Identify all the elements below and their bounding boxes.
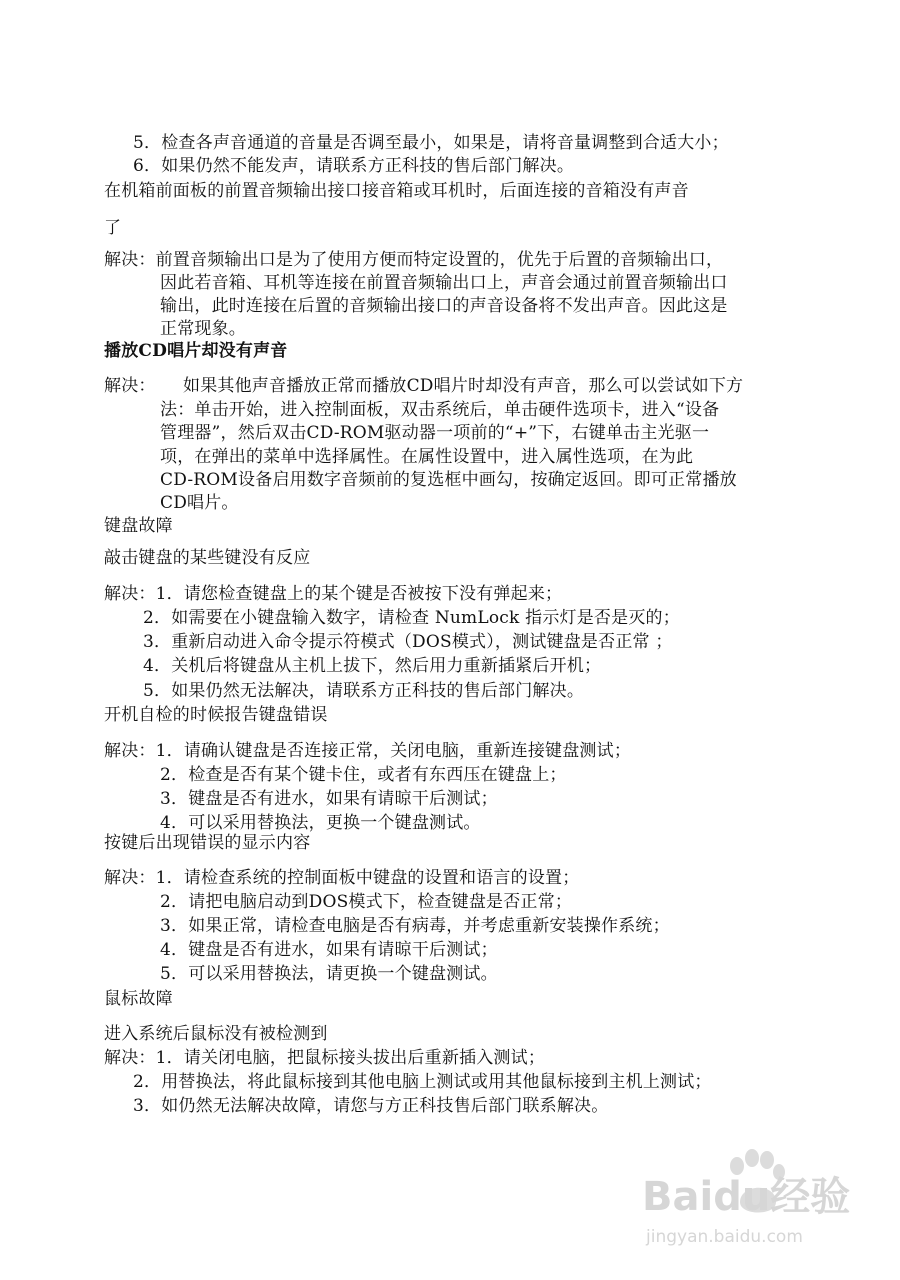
list-item: 解决：1．请您检查键盘上的某个键是否被按下没有弹起来； — [104, 584, 563, 604]
list-item: 解决：1．请检查系统的控制面板中键盘的设置和语言的设置； — [104, 868, 580, 888]
solution-paragraph: CD唱片。 — [160, 493, 239, 513]
section-heading: 开机自检的时候报告键盘错误 — [104, 705, 328, 725]
baidu-jingyan-watermark — [636, 1146, 876, 1256]
list-item: 2．如需要在小键盘输入数字，请检查 NumLock 指示灯是否是灭的； — [143, 608, 680, 628]
list-item: 5．检查各声音通道的音量是否调至最小，如果是，请将音量调整到合适大小； — [133, 133, 729, 153]
watermark-url: jingyan.baidu.com — [646, 1227, 803, 1247]
list-item: 5．如果仍然无法解决，请联系方正科技的售后部门解决。 — [143, 681, 585, 701]
list-item: 4．关机后将键盘从主机上拔下，然后用力重新插紧后开机； — [143, 656, 602, 676]
solution-paragraph: 法：单击开始，进入控制面板，双击系统后，单击硬件选项卡，进入“设备 — [160, 400, 720, 420]
list-item: 3．重新启动进入命令提示符模式（DOS模式），测试键盘是否正常 ； — [143, 632, 673, 652]
list-item: 解决：1．请关闭电脑，把鼠标接头拔出后重新插入测试； — [104, 1048, 546, 1068]
solution-paragraph: 管理器”，然后双击CD-ROM驱动器一项前的“+”下，右键单击主光驱一 — [160, 423, 710, 443]
list-item: 6．如果仍然不能发声，请联系方正科技的售后部门解决。 — [133, 156, 575, 176]
solution-paragraph: 解决：前置音频输出口是为了使用方便而特定设置的，优先于后置的音频输出口， — [104, 250, 724, 270]
section-heading: 鼠标故障 — [104, 989, 173, 1009]
section-heading: 键盘故障 — [104, 516, 173, 536]
list-item: 2．请把电脑启动到DOS模式下，检查键盘是否正常； — [160, 892, 573, 912]
solution-paragraph: 正常现象。 — [160, 319, 246, 339]
solution-paragraph: 项，在弹出的菜单中选择属性。在属性设置中，进入属性选项，在为此 — [160, 447, 694, 467]
list-item: 5．可以采用替换法，请更换一个键盘测试。 — [160, 964, 498, 984]
list-item: 3．如果正常，请检查电脑是否有病毒，并考虑重新安装操作系统； — [160, 916, 670, 936]
list-item: 3．如仍然无法解决故障，请您与方正科技售后部门联系解决。 — [133, 1096, 609, 1116]
solution-paragraph: 输出，此时连接在后置的音频输出接口的声音设备将不发出声音。因此这是 — [160, 296, 728, 316]
solution-paragraph: 如果其他声音播放正常而播放CD唱片时却没有声音，那么可以尝试如下方 — [183, 376, 744, 396]
list-item: 解决：1．请确认键盘是否连接正常，关闭电脑，重新连接键盘测试； — [104, 741, 632, 761]
list-item: 2．检查是否有某个键卡住，或者有东西压在键盘上； — [160, 765, 567, 785]
section-heading: 敲击键盘的某些键没有反应 — [104, 548, 311, 568]
list-item: 3．键盘是否有进水，如果有请晾干后测试； — [160, 789, 498, 809]
list-item: 2．用替换法，将此鼠标接到其他电脑上测试或用其他鼠标接到主机上测试； — [133, 1072, 712, 1092]
section-heading: 播放CD唱片却没有声音 — [104, 341, 288, 361]
solution-paragraph: 因此若音箱、耳机等连接在前置音频输出口上，声音会通过前置音频输出口 — [160, 273, 728, 293]
solution-paragraph: CD-ROM设备启用数字音频前的复选框中画勾，按确定返回。即可正常播放 — [160, 470, 737, 490]
watermark-brand: Baidu经验 — [642, 1174, 851, 1220]
section-heading: 按键后出现错误的显示内容 — [104, 833, 311, 853]
list-item: 4．键盘是否有进水，如果有请晾干后测试； — [160, 940, 498, 960]
list-item: 4．可以采用替换法，更换一个键盘测试。 — [160, 813, 481, 833]
solution-label: 解决： — [104, 376, 156, 396]
section-heading: 进入系统后鼠标没有被检测到 — [104, 1024, 328, 1044]
section-heading: 了 — [104, 218, 122, 238]
section-heading: 在机箱前面板的前置音频输出接口接音箱或耳机时，后面连接的音箱没有声音 — [104, 181, 689, 201]
